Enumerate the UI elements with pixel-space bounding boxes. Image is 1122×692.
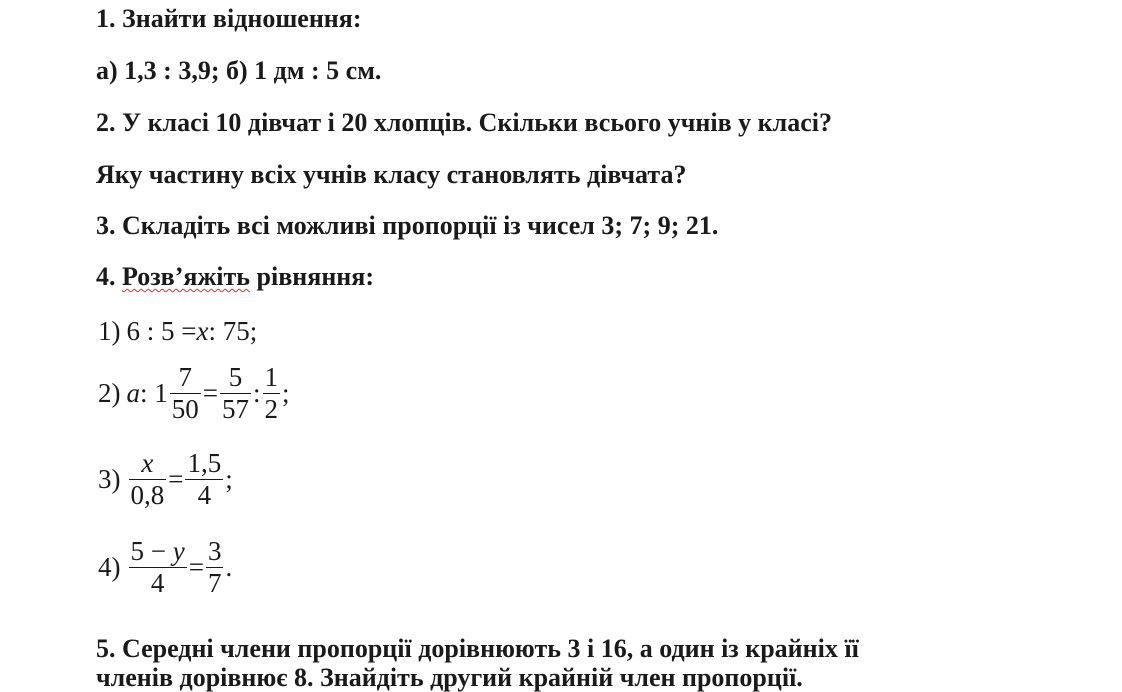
equation-2-fraction-1 <box>170 362 201 425</box>
equation-2-fraction-3 <box>263 362 281 425</box>
task2-line1: 2. У класі 10 дівчат і 20 хлопців. Скільки всього учнів у класі? <box>96 108 832 137</box>
spellcheck-underlined-word: Розв’яжіть <box>122 262 251 291</box>
fraction-numerator: 5 <box>228 362 243 392</box>
equation-3-label: 3) <box>98 464 121 495</box>
equation-2-fraction-2 <box>220 362 251 425</box>
equation-1-variable: x <box>196 316 209 346</box>
equation-2-colon-2: : <box>253 378 261 409</box>
task2-line2: Яку частину всіх учнів класу становлять дівчата? <box>96 160 687 189</box>
fraction-denominator: 0,8 <box>130 480 165 511</box>
equation-1-rhs: : 75; <box>208 316 258 346</box>
fraction-numerator: 7 <box>178 362 193 392</box>
task5-text <box>96 636 859 662</box>
equals-sign: = <box>168 464 184 495</box>
equation-1 <box>98 316 257 347</box>
task5-continuation: членів дорівнює 8. Знайдіть другий крайній член пропорції. <box>96 663 803 692</box>
fraction-numerator: 1 <box>264 362 279 392</box>
task5-next-line-partial <box>96 663 976 692</box>
fraction-denominator: 2 <box>264 394 279 425</box>
task1-title: 1. Знайти відношення: <box>96 4 362 33</box>
fraction-denominator: 4 <box>197 480 212 511</box>
equals-sign: = <box>202 378 218 409</box>
equation-4 <box>98 536 232 599</box>
fraction-denominator: 7 <box>207 568 222 599</box>
task4-title <box>96 264 374 290</box>
fraction-denominator: 57 <box>222 394 249 425</box>
fraction-denominator: 50 <box>171 394 199 425</box>
fraction-denominator: 4 <box>150 568 165 599</box>
fraction-numerator: 1,5 <box>187 448 222 478</box>
task5-number: 5. <box>96 634 116 663</box>
task1-items: а) 1,3 : 3,9; б) 1 дм : 5 см. <box>96 56 382 85</box>
equation-3-end: ; <box>225 464 233 495</box>
fraction-numerator <box>129 536 187 567</box>
equation-2-colon: : 1 <box>140 378 168 409</box>
equation-2-label: 2) <box>98 378 121 409</box>
task4-number: 4. <box>96 262 116 291</box>
equation-4-label: 4) <box>98 552 121 583</box>
equation-3 <box>98 448 233 511</box>
equation-4-fraction-1 <box>129 536 187 599</box>
task5-body: Середні члени пропорції дорівнюють 3 і 16, а один із крайніх її <box>115 634 859 663</box>
equation-3-fraction-2 <box>185 448 223 511</box>
equation-2-variable: a <box>126 378 140 409</box>
equation-4-fraction-2 <box>206 536 224 599</box>
fraction-numerator: 3 <box>207 536 222 566</box>
equation-1-label: 1) <box>98 316 121 346</box>
task3-text: 3. Складіть всі можливі пропорції із чисел 3; 7; 9; 21. <box>96 211 719 240</box>
equation-4-end: . <box>225 552 233 583</box>
equation-1-lhs: 6 : 5 = <box>126 316 197 346</box>
numerator-variable: y <box>172 536 185 566</box>
equation-3-fraction-1 <box>129 448 167 511</box>
equation-2-end: ; <box>282 378 290 409</box>
numerator-constant: 5 − <box>130 536 173 566</box>
fraction-numerator: x <box>141 448 154 478</box>
equals-sign: = <box>188 552 204 583</box>
equation-2 <box>98 362 290 425</box>
task4-title-rest: рівняння: <box>250 262 375 291</box>
